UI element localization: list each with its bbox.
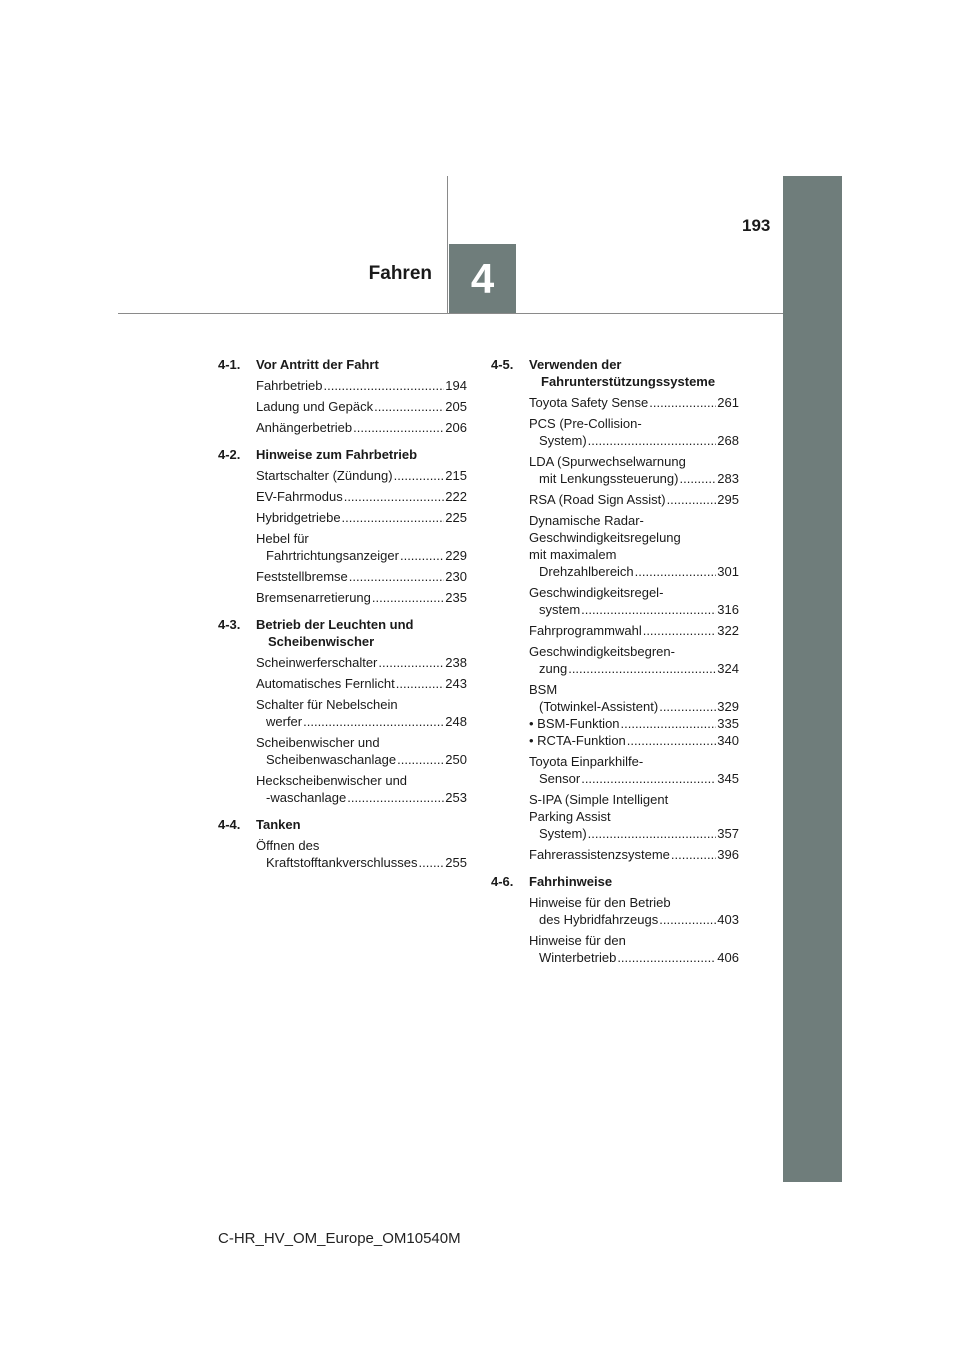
toc-entry-text: S-IPA (Simple Intelligent (529, 792, 669, 807)
toc-section-number: 4-3. (218, 617, 241, 632)
toc-entry-text: des Hybridfahrzeugs (539, 912, 659, 927)
toc-entry[interactable] (529, 622, 739, 639)
toc-entry-line (256, 654, 467, 671)
toc-entry-text: (Totwinkel-Assistent) (539, 699, 659, 714)
toc-right-column (491, 356, 739, 976)
toc-entry-line (256, 589, 467, 606)
toc-entry[interactable] (256, 509, 467, 526)
toc-leader-dots (374, 398, 444, 415)
toc-section (491, 356, 739, 863)
toc-entry[interactable] (256, 488, 467, 505)
toc-leader-dots (396, 675, 445, 692)
toc-entry-text: Geschwindigkeitsregel- (529, 585, 664, 600)
toc-entry[interactable] (529, 894, 739, 928)
page-number: 193 (742, 216, 771, 235)
toc-page-number: 322 (717, 623, 739, 638)
toc-entry-line (529, 470, 739, 487)
toc-entry-text: Hinweise für den (529, 933, 626, 948)
chapter-title: Fahren (368, 263, 432, 284)
toc-section-title: Hinweise zum Fahrbetrieb (256, 447, 418, 462)
toc-entry[interactable] (529, 453, 739, 487)
toc-entry-line (529, 698, 739, 715)
toc-page-number: 316 (717, 602, 739, 617)
toc-entry-text: System) (539, 826, 587, 841)
toc-entry-text: • RCTA-Funktion (529, 733, 626, 748)
toc-page-number: 238 (445, 655, 467, 670)
toc-entry-line (529, 949, 739, 966)
toc-entry-text: Hybridgetriebe (256, 510, 341, 525)
toc-section (218, 816, 467, 871)
toc-page-number: 261 (717, 395, 739, 410)
toc-entry-text: Geschwindigkeitsregelung (529, 530, 681, 545)
toc-entry-text: Heckscheibenwischer und (256, 773, 408, 788)
toc-entry-text: mit maximalem (529, 547, 617, 562)
toc-leader-dots (621, 715, 717, 732)
toc-section (218, 446, 467, 606)
toc-section-number: 4-4. (218, 817, 241, 832)
toc-entry[interactable] (529, 584, 739, 618)
toc-entry-line (529, 491, 739, 508)
toc-leader-dots (659, 911, 716, 928)
toc-entry[interactable] (256, 568, 467, 585)
toc-entry-text: System) (539, 433, 587, 448)
toc-leader-dots (378, 654, 444, 671)
toc-page-number: 335 (717, 716, 739, 731)
toc-entry-line (256, 547, 467, 564)
toc-entry-text: Parking Assist (529, 809, 611, 824)
toc-entry-text: Sensor (539, 771, 581, 786)
toc-entry-line (529, 622, 739, 639)
toc-section-heading (218, 356, 467, 373)
toc-subentry[interactable] (529, 732, 739, 749)
toc-section-title: Betrieb der Leuchten und Scheibenwischer (256, 617, 414, 649)
toc-page-number: 235 (445, 590, 467, 605)
toc-entry-text: Toyota Safety Sense (529, 395, 649, 410)
toc-page-number: 357 (717, 826, 739, 841)
toc-page-number: 253 (445, 790, 467, 805)
toc-entry-text: Automatisches Fernlicht (256, 676, 395, 691)
toc-entry-text: Fahrtrichtungsanzeiger (266, 548, 399, 563)
toc-page-number: 340 (717, 733, 739, 748)
toc-section-number: 4-1. (218, 357, 241, 372)
toc-entry-text: EV-Fahrmodus (256, 489, 343, 504)
toc-entry-text: Fahrbetrieb (256, 378, 323, 393)
toc-page-number: 295 (717, 492, 739, 507)
toc-entry-line (256, 568, 467, 585)
header-vertical-rule (447, 176, 448, 314)
footer-document-id: C-HR_HV_OM_Europe_OM10540M (218, 1230, 461, 1247)
toc-leader-dots (588, 825, 717, 842)
toc-entry-text: Drehzahlbereich (539, 564, 634, 579)
toc-entry-text: Fahrprogrammwahl (529, 623, 642, 638)
toc-entry-text: Anhängerbetrieb (256, 420, 353, 435)
toc-section-heading (218, 446, 467, 463)
toc-entry-text: Hinweise für den Betrieb (529, 895, 671, 910)
toc-entry-text: PCS (Pre-Collision- (529, 416, 642, 431)
toc-page-number: 248 (445, 714, 467, 729)
toc-entry-text: Dynamische Radar- (529, 513, 644, 528)
toc-entry-text: Toyota Einparkhilfe- (529, 754, 644, 769)
toc-entry-text: • BSM-Funktion (529, 716, 620, 731)
toc-entry-text: Scheibenwischer und (256, 735, 380, 750)
toc-entry[interactable] (529, 512, 739, 580)
toc-leader-dots (643, 622, 717, 639)
toc-section (218, 356, 467, 436)
toc-entry[interactable] (256, 654, 467, 671)
toc-entry[interactable] (529, 681, 739, 749)
toc-entry-line (529, 825, 739, 842)
toc-entry[interactable] (256, 467, 467, 484)
toc-leader-dots (635, 563, 717, 580)
toc-entry[interactable] (529, 791, 739, 842)
toc-entry-line (256, 398, 467, 415)
toc-leader-dots (349, 568, 445, 585)
toc-entry[interactable] (529, 932, 739, 966)
toc-subentry[interactable] (529, 715, 739, 732)
toc-leader-dots (588, 432, 717, 449)
toc-entry-line (256, 488, 467, 505)
toc-entry[interactable] (256, 419, 467, 436)
toc-page-number: 403 (717, 912, 739, 927)
toc-page-number: 329 (717, 699, 739, 714)
toc-page-number: 406 (717, 950, 739, 965)
toc-entry-line (256, 377, 467, 394)
toc-leader-dots (400, 547, 444, 564)
toc-section-title: Fahrhinweise (529, 874, 613, 889)
toc-entry[interactable] (529, 394, 739, 411)
chapter-number-box: 4 (449, 244, 516, 313)
toc-entry-line (529, 601, 739, 618)
toc-section-number: 4-2. (218, 447, 241, 462)
toc-entry[interactable] (529, 491, 739, 508)
toc-entry-text: Schalter für Nebelschein (256, 697, 398, 712)
toc-section (218, 616, 467, 806)
toc-page-number: 255 (445, 855, 467, 870)
toc-page-number: 283 (717, 471, 739, 486)
chapter-side-tab (783, 176, 842, 1182)
toc-entry-line (256, 751, 467, 768)
toc-entry-line (529, 563, 739, 580)
toc-page-number: 268 (717, 433, 739, 448)
toc-entry-text: zung (539, 661, 568, 676)
toc-entry-line (529, 432, 739, 449)
toc-section-heading (491, 356, 739, 390)
toc-entry[interactable] (256, 398, 467, 415)
toc-entry[interactable] (529, 415, 739, 449)
toc-leader-dots (617, 949, 716, 966)
toc-entry-text: RSA (Road Sign Assist) (529, 492, 666, 507)
toc-page-number: 222 (445, 489, 467, 504)
toc-leader-dots (397, 751, 444, 768)
toc-entry-text: Fahrerassistenzsysteme (529, 847, 670, 862)
toc-page-number: 206 (445, 420, 467, 435)
toc-leader-dots (671, 846, 716, 863)
toc-entry-text: Winterbetrieb (539, 950, 617, 965)
toc-section-title: Verwenden der Fahrunterstützungssysteme (529, 357, 716, 389)
toc-section-heading (218, 616, 467, 650)
toc-section-heading (218, 816, 467, 833)
toc-entry[interactable] (256, 675, 467, 692)
header-horizontal-rule (118, 313, 783, 314)
toc-page-number: 243 (445, 676, 467, 691)
toc-entry[interactable] (256, 772, 467, 806)
toc-entry-text: Öffnen des (256, 838, 320, 853)
toc-entry-line (256, 419, 467, 436)
toc-leader-dots (323, 377, 444, 394)
toc-entry-text: Startschalter (Zündung) (256, 468, 393, 483)
toc-entry-line (256, 854, 467, 871)
toc-entry-line (256, 713, 467, 730)
toc-entry-text: Feststellbremse (256, 569, 348, 584)
toc-leader-dots (649, 394, 716, 411)
toc-leader-dots (679, 470, 716, 487)
toc-entry[interactable] (529, 643, 739, 677)
toc-page-number: 250 (445, 752, 467, 767)
toc-entry[interactable] (529, 846, 739, 863)
toc-leader-dots (581, 601, 716, 618)
toc-section (491, 873, 739, 966)
toc-entry-text: Hebel für (256, 531, 309, 546)
toc-page-number: 301 (717, 564, 739, 579)
toc-page-number: 230 (445, 569, 467, 584)
toc-entry[interactable] (256, 377, 467, 394)
toc-leader-dots (581, 770, 716, 787)
toc-entry-text: BSM (529, 682, 558, 697)
toc-entry-text: Scheibenwaschanlage (266, 752, 397, 767)
toc-left-column (218, 356, 467, 881)
toc-leader-dots (347, 789, 444, 806)
toc-leader-dots (394, 467, 445, 484)
toc-leader-dots (659, 698, 716, 715)
toc-entry-text: -waschanlage (266, 790, 347, 805)
toc-entry-text: LDA (Spurwechselwarnung (529, 454, 686, 469)
toc-leader-dots (568, 660, 716, 677)
toc-section-number: 4-5. (491, 357, 514, 372)
toc-page-number: 225 (445, 510, 467, 525)
toc-entry-text: mit Lenkungssteuerung) (539, 471, 679, 486)
toc-page-number: 205 (445, 399, 467, 414)
toc-entry-text: Scheinwerferschalter (256, 655, 378, 670)
toc-page-number: 229 (445, 548, 467, 563)
toc-entry-line (529, 394, 739, 411)
toc-entry[interactable] (529, 753, 739, 787)
toc-page-number: 194 (445, 378, 467, 393)
toc-section-title: Vor Antritt der Fahrt (256, 357, 379, 372)
toc-entry[interactable] (256, 530, 467, 564)
toc-leader-dots (344, 488, 445, 505)
toc-leader-dots (627, 732, 717, 749)
toc-entry-line (256, 789, 467, 806)
toc-entry-line (529, 660, 739, 677)
toc-entry-text: Ladung und Gepäck (256, 399, 374, 414)
toc-leader-dots (372, 589, 444, 606)
toc-entry[interactable] (256, 734, 467, 768)
toc-page-number: 345 (717, 771, 739, 786)
toc-entry[interactable] (256, 589, 467, 606)
toc-page-number: 396 (717, 847, 739, 862)
toc-leader-dots (303, 713, 444, 730)
toc-entry-line (529, 770, 739, 787)
toc-entry-line (256, 509, 467, 526)
toc-leader-dots (419, 854, 445, 871)
toc-entry-line (529, 911, 739, 928)
toc-leader-dots (353, 419, 444, 436)
toc-entry-text: system (539, 602, 581, 617)
toc-entry-text: Geschwindigkeitsbegren- (529, 644, 675, 659)
toc-entry-text: werfer (266, 714, 303, 729)
toc-page-number: 215 (445, 468, 467, 483)
toc-entry-line (256, 675, 467, 692)
toc-entry-line (256, 467, 467, 484)
toc-entry[interactable] (256, 837, 467, 871)
toc-section-title: Tanken (256, 817, 301, 832)
toc-entry-text: Bremsenarretierung (256, 590, 371, 605)
toc-section-heading (491, 873, 739, 890)
toc-entry[interactable] (256, 696, 467, 730)
toc-entry-text: Kraftstofftankverschlusses (266, 855, 418, 870)
toc-page-number: 324 (717, 661, 739, 676)
toc-leader-dots (342, 509, 445, 526)
toc-section-number: 4-6. (491, 874, 514, 889)
toc-leader-dots (667, 491, 717, 508)
toc-entry-line (529, 846, 739, 863)
